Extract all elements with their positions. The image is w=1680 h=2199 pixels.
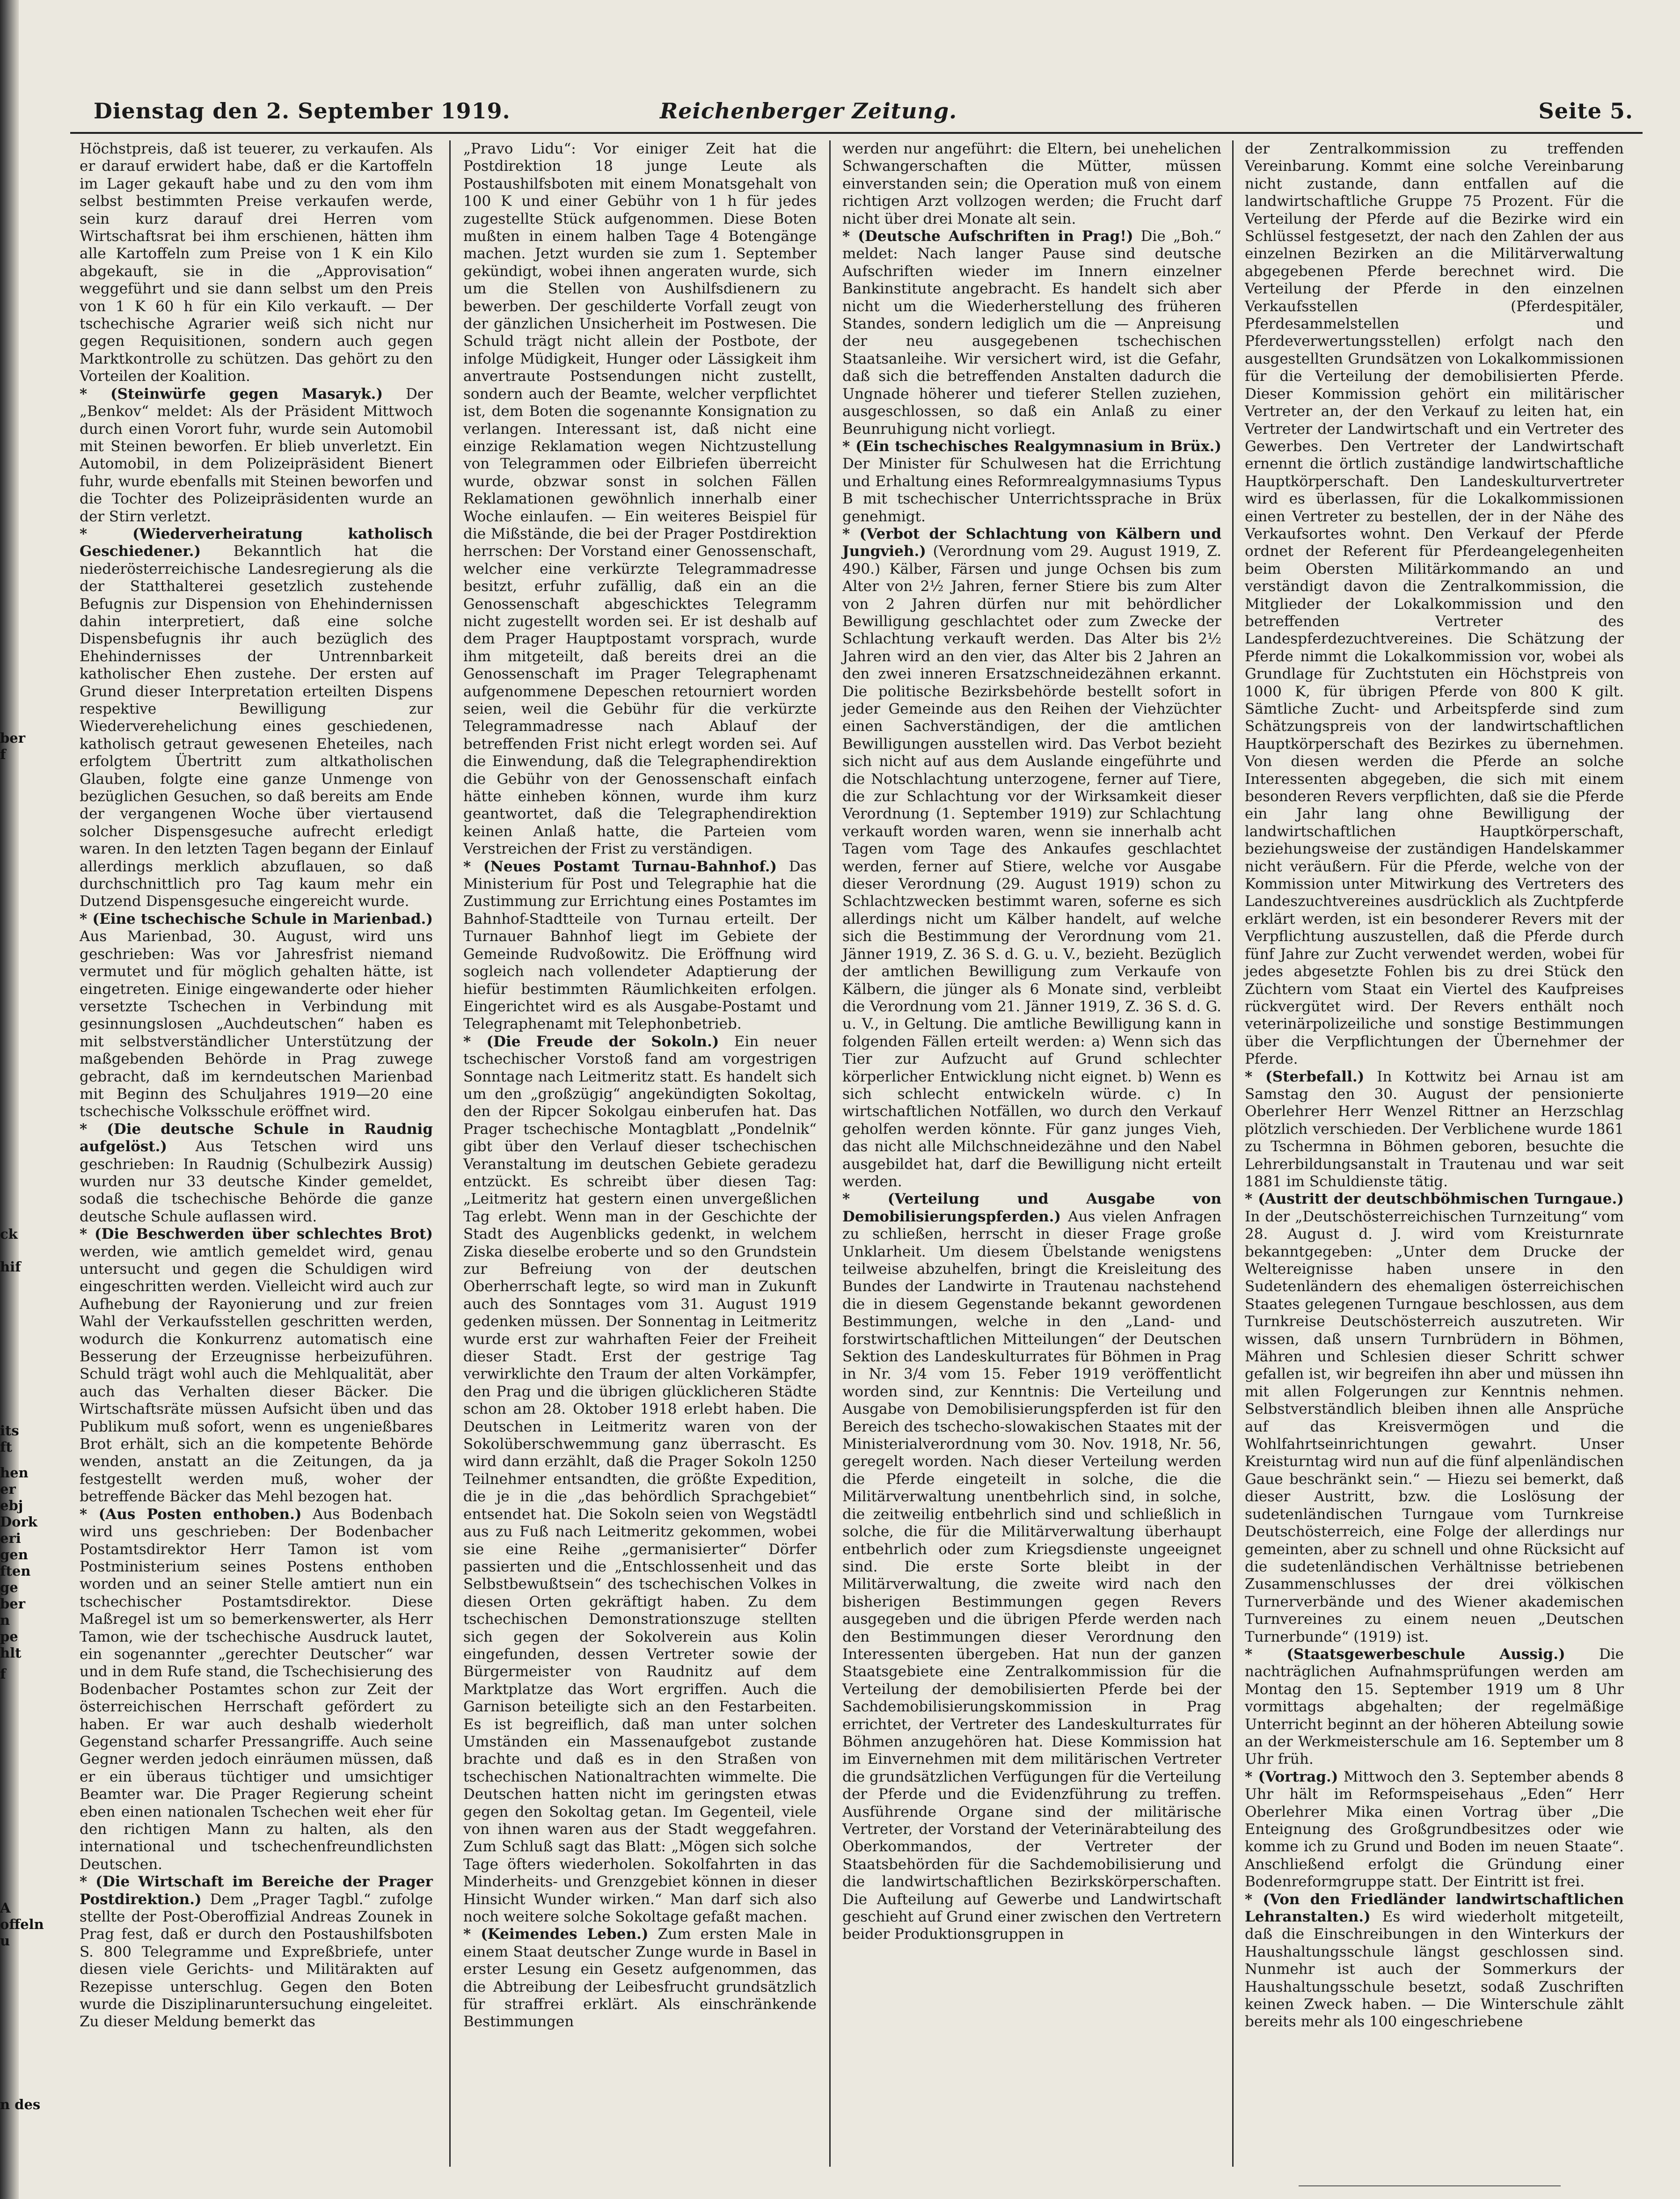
article-continuation [842, 140, 1221, 228]
article-heading: * (Deutsche Aufschriften in Prag!) [842, 228, 1133, 245]
column-rule [449, 140, 451, 2167]
article [80, 911, 433, 1121]
edge-fragment: ft [0, 1439, 12, 1455]
article-heading: * (Austritt der deutschböhmischen Turngaue.) [1245, 1191, 1624, 1208]
article-heading: * (Verbot der Schlachtung von Kälbern und Jungvieh.) [842, 525, 1221, 560]
edge-fragment: A [0, 1900, 11, 1916]
article [80, 386, 433, 526]
article-heading: * (Neues Postamt Turnau-Bahnhof.) [463, 858, 777, 875]
article-heading: * (Wiederverheiratung katholisch Geschiedener.) [80, 525, 433, 560]
article-body: Die „Boh.“ meldet: Nach langer Pause sind deutsche Aufschriften wieder im Innern einzelner Bankinstitute angebracht. Es handelt sich aber nicht um die Wiederherstellung des früheren Standes, sondern lediglich um die — Anpreisung der neu ausgegebenen tschechischen Staatsanleihe. Wir versichert wird, ist die Gefahr, daß sich die betreffenden Anstalten dadurch die Ungnade höherer und tieferer Stellen zuziehen, ausgeschlossen, so daß ein Anlaß zu einer Beunruhigung nicht vorliegt. [842, 228, 1221, 438]
edge-fragment: f [0, 746, 6, 762]
article-heading: * (Die deutsche Schule in Raudnig aufgelöst.) [80, 1120, 433, 1155]
article-body: Der „Benkov“ meldet: Als der Präsident Mittwoch durch einen Vorort fuhr, wurde sein Automobil mit Steinen beworfen. Er blieb unverletzt. Ein Automobil, in dem Polizeipräsident Bienert fuhr, wurde ebenfalls mit Steinen beworfen und die Tochter des Polizeipräsidenten wurde an der Stirn verletzt. [80, 385, 433, 525]
edge-fragment: pe [0, 1629, 18, 1644]
edge-fragment: ber [0, 1596, 26, 1612]
article [1245, 1068, 1624, 1191]
article-heading: * (Aus Posten enthoben.) [80, 1505, 302, 1523]
edge-fragment: ck [0, 1226, 18, 1242]
article-body: der Zentralkommission zu treffenden Vereinbarung. Kommt eine solche Vereinbarung nicht zustande, dann entfallen auf die landwirtschaftliche Gruppe 75 Prozent. Für die Verteilung der Pferde auf die Bezirke wird ein Schlüssel festgesetzt, der nach den Zahlen der aus einzelnen Bezirken an die Militärverwaltung abgegebenen Pferde berechnet wird. Die Verteilung der Pferde in den einzelnen Verkaufsstellen (Pferdespitäler, Pferdesammelstellen und Pferdeverwertungsstellen) erfolgt nach den ausgestellten Grundsätzen von Lokalkommissionen für die Verteilung der demobilisierten Pferde. Dieser Kommission gehört ein militärischer Vertreter an, der den Verkauf zu leiten hat, ein Vertreter der Landwirtschaft und ein Vertreter des Gewerbes. Den Vertreter der Landwirtschaft ernennt die örtlich zuständige landwirtschaftliche Hauptkörperschaft. Den Landeskulturvertreter wird es überlassen, für die Lokalkommissionen einen Vertreter zu bestellen, der in der Nähe des Verkaufsortes wohnt. Den Verkauf der Pferde ordnet der Referent für Pferdeangelegenheiten beim Obersten Militärkommando an und verständigt davon die Zentralkommission, die Mitglieder der Lokalkommission und den betreffenden Vertreter des Landespferdezuchtvereines. Die Schätzung der Pferde nimmt die Lokalkommission vor, wobei als Grundlage für Zuchtstuten ein Höchstpreis von 1000 K, für übrigen Pferde von 800 K gilt. Sämtliche Zucht- und Arbeitspferde sind zum Schätzungspreis von der landwirtschaftlichen Hauptkörperschaft des Bezirkes zu übernehmen. Von diesen werden die Pferde an solche Interessenten abgegeben, die sich mit einem besonderen Revers verpflichten, daß sie die Pferde ein Jahr lang ohne Bewilligung der landwirtschaftlichen Hauptkörperschaft, beziehungsweise der zuständigen Handelskammer nicht veräußern. Für die Pferde, welche von der Kommission unter Mitwirkung des Vertreters des Landeszuchtvereines ausdrücklich als Zuchtpferde erklärt werden, ist ein besonderer Revers mit der Verpflichtung auszustellen, daß die Pferde durch fünf Jahre zur Zucht verwendet werden, wobei für jedes abgesetzte Fohlen bis zu drei Stück den Züchtern vom Staat ein Viertel des Kaufpreises rückvergütet wird. Der Revers enthält noch veterinärpolizeiliche und sonstige Bestimmungen über die Verpflichtungen der Übernehmer der Pferde. [1245, 140, 1624, 1068]
article [842, 228, 1221, 438]
article [80, 1121, 433, 1226]
article [463, 1926, 817, 2031]
page-header [70, 98, 1643, 131]
edge-fragment: n [0, 1612, 10, 1628]
edge-fragment: Dork [0, 1514, 37, 1530]
edge-fragment: ebj [0, 1498, 23, 1513]
article [1245, 1891, 1624, 2031]
article-body: Aus vielen Anfragen zu schließen, herrscht in dieser Frage große Unklarheit. Um diesem Übelstande wenigstens teilweise abzuhelfen, bringt die Kreisleitung des Bundes der Landwirte in Trautenau nachstehend die in diesem Gegenstande bekannt gewordenen Bestimmungen, welche in den „Land- und forstwirtschaftlichen Mitteilungen“ der Deutschen Sektion des Landeskulturrates für Böhmen in Prag in Nr. 3/4 vom 15. Feber 1919 veröffentlicht worden sind, zur Kenntnis: Die Verteilung und Ausgabe von Demobilisierungspferden ist für den Bereich des tschecho-slowakischen Staates mit der Ministerialverordnung vom 30. Nov. 1918, Nr. 56, geregelt worden. Nach dieser Verteilung werden die Pferde eingeteilt in solche, die die Militärverwaltung unentbehrlich sind, in solche, die zeitweilig entbehrlich sind und schließlich in solche, die für die Militärverwaltung überhaupt entbehrlich oder zum Kriegsdienste ungeeignet sind. Die erste Sorte bleibt in der Militärverwaltung, die zweite wird nach den bisherigen Bestimmungen gegen Revers ausgegeben und die übrigen Pferde werden nach den Bestimmungen dieser Verordnung den Interessenten übergeben. Hat nun der ganzen Staatsgebiete eine Zentralkommission für die Verteilung der demobilisierten Pferde bei der Sachdemobilisierungskommission in Prag errichtet, der Vertreter des Landeskulturrates für Böhmen anzugehören hat. Diese Kommission hat im Einvernehmen mit dem militärischen Vertreter die grundsätzlichen Verfügungen für die Verteilung der Pferde und die Evidenzführung zu treffen. Ausführende Organe sind der militärische Vertreter, der Vorstand der Veterinärabteilung des Oberkommandos, der Vertreter der Staatsbehörden für die Sachdemobilisierung und die landwirtschaftlichen Bezirkskörperschaften. Die Aufteilung auf Gewerbe und Landwirtschaft geschieht auf Grund einer zwischen den Vertretern beider Produktionsgruppen in [842, 1208, 1222, 1943]
edge-fragment: ften [0, 1563, 31, 1579]
edge-fragment: er [0, 1481, 16, 1497]
edge-fragment: gen [0, 1547, 28, 1563]
edge-fragment: offeln [0, 1916, 44, 1932]
edge-fragment: u [0, 1933, 10, 1949]
masthead-title: Reichenberger Zeitung. [660, 98, 957, 124]
edge-fragment: its [0, 1423, 19, 1439]
article [1245, 1191, 1624, 1646]
article-body: werden nur angeführt: die Eltern, bei unehelichen Schwangerschaften die Mütter, müssen einverstanden sein; die Operation muß von einem richtigen Arzt vollzogen werden; die Frucht darf nicht über drei Monate alt sein. [842, 140, 1221, 227]
article [80, 1873, 433, 2031]
article-body: Die nachträglichen Aufnahmsprüfungen werden am Montag den 15. September 1919 um 8 Uhr vormittags abgehalten; der regelmäßige Unterricht beginnt an der höheren Abteilung sowie an der Werkmeisterschule am 16. September um 8 Uhr früh. [1245, 1645, 1624, 1768]
edge-fragment: ge [0, 1579, 18, 1595]
article-heading: * (Sterbefall.) [1245, 1068, 1365, 1085]
article [80, 1226, 433, 1506]
article [1245, 1646, 1624, 1768]
bottom-rule [1299, 2185, 1561, 2192]
article-heading: * (Staatsgewerbeschule Aussig.) [1245, 1645, 1565, 1663]
article-body: (Verordnung vom 29. August 1919, Z. 490.) Kälber, Färsen und junge Ochsen bis zum Alter von 2½ Jahren, ferner Stiere bis zum Alter von 2 Jahren dürfen nur mit behördlicher Bewilligung geschlachtet oder zum Zwecke der Schlachtung verkauft werden. Das Alter bis 2½ Jahren wird an den vier, das Alter bis 2 Jahren an den zwei inneren Ersatzschneidezähnen erkannt. Die politische Bezirksbehörde bestellt sofort in jeder Gemeinde aus den Reihen der Viehzüchter einen Sachverständigen, der die amtlichen Bewilligungen ausstellen wird. Das Verbot bezieht sich nicht auf aus dem Auslande eingeführte und die Notschlachtung unterzogene, ferner auf Tiere, die zur Schlachtung vor der Wirksamkeit dieser Verordnung (1. September 1919) zur Schlachtung verkauft worden waren, wenn sie innerhalb acht Tagen vom Tage des Ankaufes geschlachtet werden, ferner auf Stiere, welche vor Ausgabe dieser Verordnung (29. August 1919) schon zu Schlachtzwecken bestimmt waren, soferne es sich allerdings nicht um Kälber handelt, auf welche sich die Bestimmung der Verordnung vom 21. Jänner 1919, Z. 36 S. d. G. u. V., bezieht. Bezüglich der amtlichen Bewilligung zum Verkaufe von Kälbern, die jünger als 6 Monate sind, verbleibt die Verordnung vom 21. Jänner 1919, Z. 36 S. d. G. u. V., in Geltung. Die amtliche Bewilligung kann in folgenden Fällen erteilt werden: a) Wenn sich das Tier zur Aufzucht auf Grund schlechter körperlicher Entwicklung nicht eignet. b) Wenn es sich schlecht entwickeln würde. c) In wirtschaftlichen Notfällen, wo durch den Verkauf geholfen werden könnte. Für ganz junges Vieh, das nicht alle Milchschneidezähne und den Nabel ausgebildet hat, darf die Bewilligung nicht erteilt werden. [842, 543, 1221, 1190]
article-heading: * (Steinwürfe gegen Masaryk.) [80, 385, 383, 402]
article [842, 1191, 1221, 1943]
article-heading: * (Verteilung und Ausgabe von Demobilisierungspferden.) [842, 1191, 1221, 1225]
article-body: Bekanntlich hat die niederösterreichische Landesregierung als die der Statthalterei gesetzlich zustehende Befugnis zur Dispension von Ehehindernissen dahin interpretiert, daß eine solche Dispensbefugnis ihr auch bezüglich des Ehehindernisses der Untrennbarkeit katholischer Ehen zustehe. Der ersten auf Grund dieser Interpretation erteilten Dispens respektive Bewilligung zur Wiederverehelichung eines geschiedenen, katholisch getraut gewesenen Eheteiles, nach erfolgtem Übertritt zum altkatholischen Glauben, folgte eine ganze Unmenge von bezüglichen Gesuchen, so daß bereits am Ende der vergangenen Woche über viertausend solcher Dispensgesuche aufrecht erledigt waren. In den letzten Tagen begann der Einlauf allerdings merklich abzuflauen, so daß durchschnittlich pro Tag kaum mehr ein Dutzend Dispensgesuche eingereicht wurde. [80, 543, 433, 910]
text-column-2 [463, 140, 817, 2162]
article-body: Zum ersten Male in einem Staat deutscher Zunge wurde in Basel in erster Lesung ein Gesetz aufgenommen, das die Abtreibung der Leibesfrucht grundsätzlich für straffrei erklärt. Als einschränkende Bestimmungen [463, 1926, 817, 2031]
edge-fragment: ber [0, 730, 26, 746]
article-body: werden, wie amtlich gemeldet wird, genau untersucht und gegen die Schuldigen wird eingeschritten werden. Vielleicht wird auch zur Aufhebung der Rayonierung und zur freien Wahl der Verkaufsstellen geschritten werden, wodurch die Konkurrenz automatisch eine Besserung der Erzeugnisse herbeizuführen. Schuld trägt wohl auch die Mehlqualität, aber auch das Verhalten dieser Bäcker. Die Wirtschaftsräte müssen Aufsicht üben und das Publikum muß sofort, wenn es ungenießbares Brot erhält, sich an die kompetente Behörde wenden, anstatt an die Zeitungen, da ja festgestellt werden muß, woher der betreffende Bäcker das Mehl bezogen hat. [80, 1243, 433, 1505]
edge-fragment: eri [0, 1530, 21, 1546]
article [463, 858, 817, 1033]
article-body: Mittwoch den 3. September abends 8 Uhr hält im Reformspeisehaus „Eden“ Herr Oberlehrer Mika einen Vortrag über „Die Enteignung des Großgrundbesitzes oder wie komme ich zu Grund und Boden im neuen Staate“. Anschließend erfolgt die Gründung einer Bodenreformgruppe statt. Der Eintritt ist frei. [1245, 1768, 1624, 1891]
article-heading: * (Eine tschechische Schule in Marienbad.) [80, 910, 433, 928]
article-body: Höchstpreis, daß ist teuerer, zu verkaufen. Als er darauf erwidert habe, daß er die Kartoffeln im Lager gekauft habe und zu den vom ihm selbst bestimmten Preise verkaufen werde, sein kurz darauf drei Herren vom Wirtschaftsrat bei ihm erschienen, hätten ihm alle Kartoffeln zum Preise von 1 K ein Kilo abgekauft, sie in die „Approvisation“ weggeführt und sie dann selbst um den Preis von 1 K 60 h für ein Kilo verkauft. — Der tschechische Agrarier weiß sich nicht nur gegen Requisitionen, sondern auch gegen Marktkontrolle zu schützen. Das gehört zu den Vorteilen der Koalition. [80, 140, 433, 385]
text-column-1 [80, 140, 433, 2162]
text-column-4 [1245, 140, 1624, 2162]
text-column-3 [842, 140, 1221, 2162]
article-body: Dem „Prager Tagbl.“ zufolge stellte der Post-Oberoffizial Andreas Zounek in Prag fest, daß er durch den Postaushilfsboten S. 800 Telegramme und Expreßbriefe, unter diesen viele Gerichts- und Militärakten auf Rezepisse unterschlug. Gegen den Boten wurde die Disziplinaruntersuchung eingeleitet. Zu dieser Meldung bemerkt das [80, 1891, 433, 2031]
edge-fragment: n des [0, 2097, 41, 2112]
article-continuation [80, 140, 433, 386]
column-rule [1232, 140, 1234, 2167]
page-number: Seite 5. [1538, 98, 1633, 124]
article-continuation [463, 140, 817, 858]
article [80, 1506, 433, 1874]
article-body: In Kottwitz bei Arnau ist am Samstag den 30. August der pensionierte Oberlehrer Herr Wenzel Rittner an Herzschlag plötzlich verschieden. Der Verblichene wurde 1861 zu Tschermna in Böhmen geboren, besuchte die Lehrerbildungsanstalt in Trautenau und war seit 1881 im Schuldienste tätig. [1245, 1068, 1624, 1190]
article-continuation [1245, 140, 1624, 1068]
article-heading: * (Die Freude der Sokoln.) [463, 1033, 719, 1050]
article [1245, 1768, 1624, 1891]
article-body: Es wird wiederholt mitgeteilt, daß die Einschreibungen in den Winterkurs der Haushaltungsschule längst geschlossen sind. Nunmehr ist auch der Sommerkurs der Haushaltungsschule besetzt, sodaß Zuschriften keinen Zweck haben. — Die Winterschule zählt bereits mehr als 100 eingeschriebene [1245, 1908, 1624, 2031]
article [842, 438, 1221, 526]
article-body: „Pravo Lidu“: Vor einiger Zeit hat die Postdirektion 18 junge Leute als Postaushilfsboten mit einem Monatsgehalt von 100 K und einer Gebühr von 1 h für jedes zugestellte Stück aufgenommen. Diese Boten mußten in einem halben Tage 4 Botengänge machen. Jetzt wurden sie zum 1. September gekündigt, wobei ihnen angeraten wurde, sich um die Stellen von Aushilfsdienern zu bewerben. Der geschilderte Vorfall zeugt von der gänzlichen Unsicherheit im Postwesen. Die Schuld trägt nicht allein der Postbote, der infolge Müdigkeit, Hunger oder Lässigkeit ihm anvertraute Postsendungen nicht zustellt, sondern auch der Beamte, welcher verpflichtet ist, dem Boten die sogenannte Konsignation zu verlangen. Interessant ist, daß nicht eine einzige Reklamation wegen Nichtzustellung von Telegrammen oder Eilbriefen überreicht wurde, obzwar sonst in solchen Fällen Reklamationen gewöhnlich innerhalb einer Woche einlaufen. — Ein weiteres Beispiel für die Mißstände, die bei der Prager Postdirektion herrschen: Der Vorstand einer Genossenschaft, welcher eine verkürzte Telegrammadresse besitzt, erfuhr zufällig, daß ein an die Genossenschaft abgeschicktes Telegramm nicht zugestellt worden sei. Er ist deshalb auf dem Prager Hauptpostamt vorsprach, wurde ihm mitgeteilt, daß bereits drei an die Genossenschaft im Prager Telegraphenamt aufgenommene Depeschen retourniert worden seien, weil die Gebühr für die verkürzte Telegrammadresse nach Ablauf der betreffenden Frist nicht erlegt worden sei. Auf die Einwendung, daß die Telegraphendirektion die Gebühr von der Genossenschaft einfach hätte einheben können, wurde ihm kurz geantwortet, daß die Telegraphendirektion keinen Anlaß hatte, die Parteien vom Verstreichen der Frist zu verständigen. [463, 140, 817, 858]
article-heading: * (Die Beschwerden über schlechtes Brot) [80, 1226, 433, 1243]
article-body: Aus Tetschen wird uns geschrieben: In Raudnig (Schulbezirk Aussig) wurden nur 33 deutsche Kinder gemeldet, sodaß die tschechische Behörde die ganze deutsche Schule auflassen wird. [80, 1138, 433, 1225]
article-heading: * (Keimendes Leben.) [463, 1926, 649, 1943]
article [842, 526, 1221, 1191]
article-body: Aus Marienbad, 30. August, wird uns geschrieben: Was vor Jahresfrist niemand vermutet und für möglich gehalten hätte, ist eingetreten. Einige eingewanderte oder hieher versetzte Tschechen in Verbindung mit gesinnungslosen „Auchdeutschen“ haben es mit selbstverständlicher Unterstützung der maßgebenden Behörde in Prag zuwege gebracht, daß im kerndeutschen Marienbad mit Beginn des Schuljahres 1919—20 eine tschechische Volksschule eröffnet wird. [80, 928, 433, 1120]
column-rule [829, 140, 831, 2167]
article-heading: * (Vortrag.) [1245, 1768, 1338, 1785]
article [80, 526, 433, 911]
article-heading: * (Ein tschechisches Realgymnasium in Brüx.) [842, 438, 1221, 455]
edge-fragment: hen [0, 1465, 29, 1481]
article-body: In der „Deutschösterreichischen Turnzeitung“ vom 28. August d. J. wird vom Kreisturnrate bekanntgegeben: „Unter dem Drucke der Weltereignisse haben unsere in den Sudetenländern des ehemaligen österreichischen Staates gelegenen Turngaue beschlossen, aus dem Turnkreise Deutschösterreich auszutreten. Wir wissen, daß unsern Turnbrüdern in Böhmen, Mähren und Schlesien dieser Schritt schwer gefallen ist, wir begreifen ihn aber und müssen ihn mit allen Folgerungen zur Kenntnis nehmen. Selbstverständlich bleiben ihnen alle Ansprüche auf das Kreisvermögen und die Wohlfahrtseinrichtungen gewahrt. Unser Kreisturntag wird nun auf die fünf alpenländischen Gaue beschränkt sein.“ — Hiezu sei bemerkt, daß dieser Austritt, bzw. die Loslösung der sudetenländischen Turngaue vom Turnkreise Deutschösterreich, eine Folge der allerdings nur gemeinten, aber zu schnell und ohne Rücksicht auf die sudetenländischen Verhältnisse betriebenen Zusammenschlusses der drei völkischen Turnerverbände und des Wiener akademischen Turnvereines zu einem neuen „Deutschen Turnerbunde“ (1919) ist. [1245, 1208, 1624, 1645]
article-body: Aus Bodenbach wird uns geschrieben: Der Bodenbacher Postamtsdirektor Herr Tamon ist vom Postministerium seines Postens enthoben worden und an seiner Stelle amtiert nun ein tschechischer Postamtsdirektor. Diese Maßregel ist um so bemerkenswerter, als Herr Tamon, wie der tschechische Ausdruck lautet, ein sogenannter „gerechter Deutscher“ war und in dem Rufe stand, die Tschechisierung des Bodenbacher Postamtes schon zur Zeit der österreichischen Herrschaft gefördert zu haben. Er war auch deshalb wiederholt Gegenstand scharfer Pressangriffe. Auch seine Gegner werden jedoch einräumen müssen, daß er ein überaus tüchtiger und umsichtiger Beamter war. Die Prager Regierung scheint eben einen nationalen Tschechen weit eher für den richtigen Mann zu halten, als den international und tschechenfreundlichsten Deutschen. [80, 1505, 433, 1873]
header-date: Dienstag den 2. September 1919. [94, 98, 511, 124]
article-heading: * (Die Wirtschaft im Bereiche der Prager Postdirektion.) [80, 1873, 433, 1908]
edge-fragment: hif [0, 1259, 21, 1275]
edge-fragment: hlt [0, 1645, 22, 1661]
article-body: Das Ministerium für Post und Telegraphie hat die Zustimmung zur Errichtung eines Postamtes im Bahnhof-Stadtteile von Turnau erteilt. Der Turnauer Bahnhof liegt im Gebiete der Gemeinde Rudvoßowitz. Die Eröffnung wird sogleich nach vollendeter Adaptierung der hiefür bestimmten Räumlichkeiten erfolgen. Eingerichtet wird es als Ausgabe-Postamt und Telegraphenamt mit Telephonbetrieb. [463, 858, 817, 1033]
edge-fragment: f [0, 1666, 6, 1682]
header-rule [70, 132, 1643, 134]
article-body: Der Minister für Schulwesen hat die Errichtung und Erhaltung eines Reformrealgymnasiums Typus B mit tschechischer Unterrichtssprache in Brüx genehmigt. [842, 455, 1221, 525]
article [463, 1033, 817, 1926]
article-body: Ein neuer tschechischer Vorstoß fand am vorgestrigen Sonntage nach Leitmeritz statt. Es handelt sich um den „großzügig“ angekündigten Sokoltag, den der Ripcer Sokolgau einberufen hat. Das Prager tschechische Montagblatt „Pondelnik“ gibt über den Verlauf dieser tschechischen Veranstaltung im deutschen Gebiete geradezu entzückt. Es schreibt über diesen Tag: „Leitmeritz hat gestern einen unvergeßlichen Tag erlebt. Wenn man in der Geschichte der Stadt des Augenblicks gedenkt, in welchem Ziska dieselbe eroberte und so den Grundstein zur Befreiung von der deutschen Oberherrschaft legte, so wird man in Zukunft auch des Sonntages vom 31. August 1919 gedenken müssen. Der Sonnentag in Leitmeritz wurde erst zur wahrhaften Feier der Freiheit dieser Stadt. Erst der gestrige Tag verwirklichte den Traum der alten Vorkämpfer, den Prag und die übrigen glücklicheren Städte schon am 28. Oktober 1918 erlebt haben. Die Deutschen in Leitmeritz waren von der Sokolüberschwemmung ganz überrascht. Es wird dann erzählt, daß die Prager Sokoln 1250 Teilnehmer entsandten, die größte Expedition, die je in die „das behördlich Sprachgebiet“ entsendet hat. Die Sokoln seien von Wegstädtl aus zu Fuß nach Leitmeritz gekommen, wobei sie eine Reihe „germanisierter“ Dörfer passierten und die „Entschlossenheit und das Selbstbewußtsein“ des tschechischen Volkes in diesen Orten gekräftigt haben. Zu dem tschechischen Demonstrationszuge stellten sich gegen der Sokolverein aus Kolin eingefunden, dessen Vertreter sowie der Bürgermeister von Raudnitz auf dem Marktplatze das Wort ergriffen. Auch die Garnison beteiligte sich an den Festarbeiten. Es ist begreiflich, daß man unter solchen Umständen ein Massenaufgebot zustande brachte und daß es in den Straßen von tschechischen Nationaltrachten wimmelte. Die Deutschen hatten nicht im geringsten etwas gegen den Sokoltag getan. Im Gegenteil, viele von ihnen waren aus der Stadt weggefahren. Zum Schluß sagt das Blatt: „Mögen sich solche Tage öfters wiederholen. Sokolfahrten in das Minderheits- und Grenzgebiet können in dieser Hinsicht Wunder wirken.“ Man darf sich also noch weitere solche Sokoltage gefaßt machen. [463, 1033, 817, 1926]
article-heading: * (Von den Friedländer landwirtschaftlichen Lehranstalten.) [1245, 1891, 1624, 1926]
